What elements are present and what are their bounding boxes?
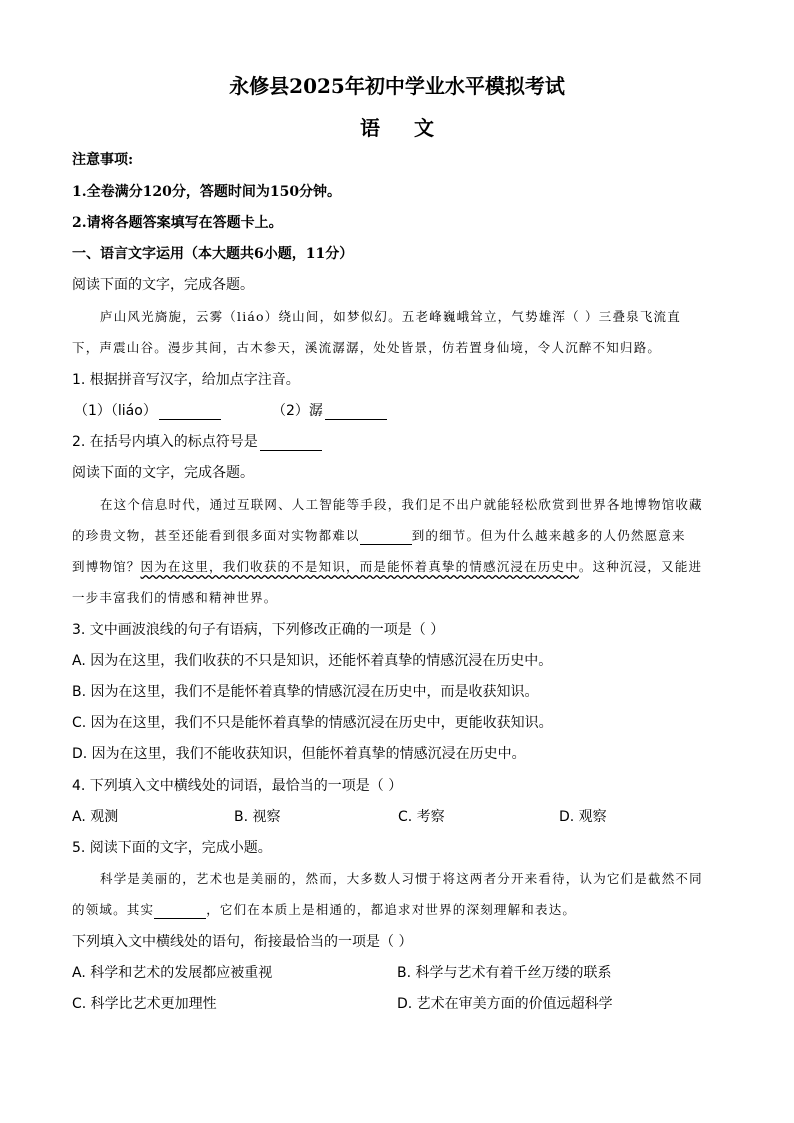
q5-option-b: B. 科学与艺术有着千丝万缕的联系: [397, 965, 612, 981]
passage-3-line-2a: 的领域。其实: [72, 902, 155, 917]
reading-intro-2: 阅读下面的文字，完成各题。: [72, 465, 254, 481]
q3-option-c: C. 因为在这里，我们不只是能怀着真挚的情感沉浸在历史中，更能收获知识。: [72, 715, 553, 731]
passage-1-line-2: 下，声震山谷。漫步其间，古木参天，溪流潺潺，处处皆景，仿若置身仙境，令人沉醉不知归路。: [72, 340, 662, 355]
passage-2-line-2: [72, 527, 686, 545]
note-item-2: 2.请将各题答案填写在答题卡上。: [72, 215, 283, 231]
passage-2-line-2a: 的珍贵文物，甚至还能看到很多面对实物都难以: [72, 528, 360, 543]
passage-3-blank: [154, 904, 206, 919]
passage-3-line-2: [72, 901, 576, 919]
passage-2-line-4: 一步丰富我们的情感和精神世界。: [72, 590, 278, 605]
question-3: 3. 文中画波浪线的句子有语病，下列修改正确的一项是（ ）: [72, 622, 445, 638]
notes-heading: 注意事项:: [72, 152, 134, 168]
q5-option-d: D. 艺术在审美方面的价值远超科学: [397, 996, 613, 1012]
q1-part2-label: （2）潺: [272, 403, 323, 419]
q4-option-a: A. 观测: [72, 809, 119, 825]
reading-intro-1: 阅读下面的文字，完成各题。: [72, 277, 254, 293]
q4-option-b: B. 视察: [234, 809, 281, 825]
q3-option-a: A. 因为在这里，我们收获的不只是知识，还能怀着真挚的情感沉浸在历史中。: [72, 653, 553, 669]
passage-3-line-1: 科学是美丽的，艺术也是美丽的，然而，大多数人习惯于将这两者分开来看待，认为它们是截然不同: [100, 871, 703, 886]
q5-option-a: A. 科学和艺术的发展都应被重视: [72, 965, 273, 981]
q5-option-c: C. 科学比艺术更加理性: [72, 996, 217, 1012]
passage-2-line-3a: 到博物馆？: [72, 559, 141, 574]
question-2: [72, 433, 322, 451]
q4-option-d: D. 观察: [559, 809, 607, 825]
q1-part1-blank: [159, 405, 221, 420]
q2-text: 2. 在括号内填入的标点符号是: [72, 434, 258, 450]
wavy-underlined-sentence: 因为在这里，我们收获的不是知识，而是能怀着真挚的情感沉浸在历史中: [140, 559, 579, 574]
passage-2-line-2b: 到的细节。但为什么越来越多的人仍然愿意来: [411, 528, 686, 543]
question-5: 5. 阅读下面的文字，完成小题。: [72, 840, 272, 856]
q1-part1-label: （1）（liáo）: [74, 403, 157, 419]
passage-2-blank: [360, 530, 412, 545]
question-1: 1. 根据拼音写汉字，给加点字注音。: [72, 372, 300, 388]
question-1-part-1: [74, 402, 221, 420]
question-5-stem: 下列填入文中横线处的语句，衔接最恰当的一项是（ ）: [72, 934, 413, 950]
passage-3-line-2b: ，它们在本质上是相通的，都追求对世界的深刻理解和表达。: [206, 902, 577, 917]
q3-option-d: D. 因为在这里，我们不能收获知识，但能怀着真挚的情感沉浸在历史中。: [72, 746, 526, 762]
subject-title: 语文: [360, 116, 468, 140]
q1-part2-blank: [325, 405, 387, 420]
section-heading: 一、语言文字运用（本大题共6小题，11分）: [72, 246, 354, 262]
passage-2-line-3b: 。这种沉浸，又能进: [578, 559, 703, 574]
q3-option-b: B. 因为在这里，我们不是能怀着真挚的情感沉浸在历史中，而是收获知识。: [72, 684, 539, 700]
exam-title: 永修县2025年初中学业水平模拟考试: [229, 74, 565, 98]
note-item-1: 1.全卷满分120分，答题时间为150分钟。: [72, 184, 342, 200]
passage-1-line-1: 庐山风光旖旎，云雾（liáo）绕山间，如梦似幻。五老峰巍峨耸立，气势雄浑（ ）三叠泉飞流直: [100, 309, 681, 324]
question-1-part-2: [272, 402, 387, 420]
q2-blank: [260, 436, 322, 451]
q4-option-c: C. 考察: [398, 809, 445, 825]
passage-2-line-1: 在这个信息时代，通过互联网、人工智能等手段，我们足不出户就能轻松欣赏到世界各地博物馆收藏: [100, 497, 703, 512]
passage-2-line-3: [72, 558, 702, 576]
question-4: 4. 下列填入文中横线处的词语，最恰当的一项是（ ）: [72, 778, 403, 794]
